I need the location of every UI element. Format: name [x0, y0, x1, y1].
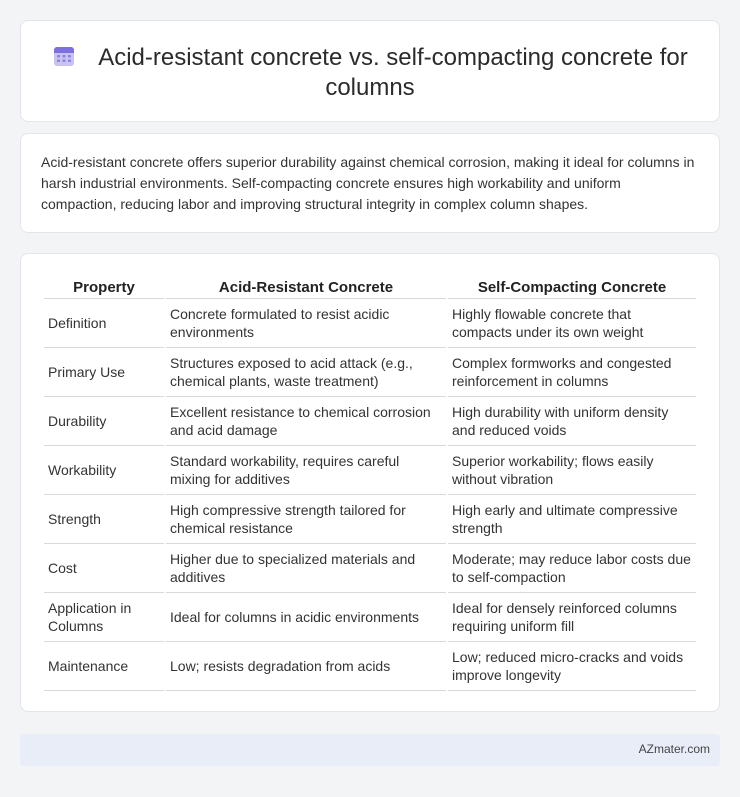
- row-property: Strength: [44, 495, 164, 544]
- row-property: Definition: [44, 299, 164, 348]
- summary-card: [20, 133, 720, 233]
- row-acid-value: Low; resists degradation from acids: [166, 642, 446, 691]
- row-property: Maintenance: [44, 642, 164, 691]
- header-property: Property: [44, 276, 164, 299]
- table-row: [44, 397, 696, 446]
- row-acid-value: Concrete formulated to resist acidic environments: [166, 299, 446, 348]
- row-acid-value: Ideal for columns in acidic environments: [166, 593, 446, 642]
- table-row: [44, 348, 696, 397]
- row-property: Cost: [44, 544, 164, 593]
- row-acid-value: Structures exposed to acid attack (e.g., chemical plants, waste treatment): [166, 348, 446, 397]
- footer-brand: AZmater.com: [638, 742, 710, 756]
- row-scc-value: High early and ultimate compressive strength: [448, 495, 696, 544]
- table-row: [44, 299, 696, 348]
- table-header-row: [44, 276, 696, 299]
- row-property: Durability: [44, 397, 164, 446]
- row-scc-value: Ideal for densely reinforced columns requiring uniform fill: [448, 593, 696, 642]
- table-row: [44, 495, 696, 544]
- row-property: Primary Use: [44, 348, 164, 397]
- title-card: [20, 20, 720, 122]
- row-scc-value: Highly flowable concrete that compacts under its own weight: [448, 299, 696, 348]
- row-property: Workability: [44, 446, 164, 495]
- table-row: [44, 642, 696, 691]
- header-acid-resistant: Acid-Resistant Concrete: [166, 276, 446, 299]
- row-scc-value: Superior workability; flows easily without vibration: [448, 446, 696, 495]
- row-acid-value: High compressive strength tailored for chemical resistance: [166, 495, 446, 544]
- comparison-table: [42, 276, 698, 691]
- table-row: [44, 446, 696, 495]
- summary-text: Acid-resistant concrete offers superior durability against chemical corrosion, making it ideal for columns in harsh industrial environments. Self-compacting concrete ensures high workability and uniform compaction, reducing labor and improving structural integrity in complex column shapes.: [41, 154, 695, 212]
- comparison-table-card: [20, 253, 720, 712]
- table-row: [44, 544, 696, 593]
- row-scc-value: Low; reduced micro-cracks and voids improve longevity: [448, 642, 696, 691]
- page-title: Acid-resistant concrete vs. self-compacting concrete for columns: [98, 44, 688, 101]
- footer: [20, 734, 720, 766]
- row-scc-value: Moderate; may reduce labor costs due to self-compaction: [448, 544, 696, 593]
- calendar-icon: [52, 44, 76, 68]
- row-property: Application in Columns: [44, 593, 164, 642]
- row-scc-value: High durability with uniform density and reduced voids: [448, 397, 696, 446]
- row-scc-value: Complex formworks and congested reinforcement in columns: [448, 348, 696, 397]
- row-acid-value: Excellent resistance to chemical corrosion and acid damage: [166, 397, 446, 446]
- header-self-compacting: Self-Compacting Concrete: [448, 276, 696, 299]
- table-row: [44, 593, 696, 642]
- row-acid-value: Standard workability, requires careful mixing for additives: [166, 446, 446, 495]
- page-title-wrap: [21, 43, 719, 103]
- row-acid-value: Higher due to specialized materials and additives: [166, 544, 446, 593]
